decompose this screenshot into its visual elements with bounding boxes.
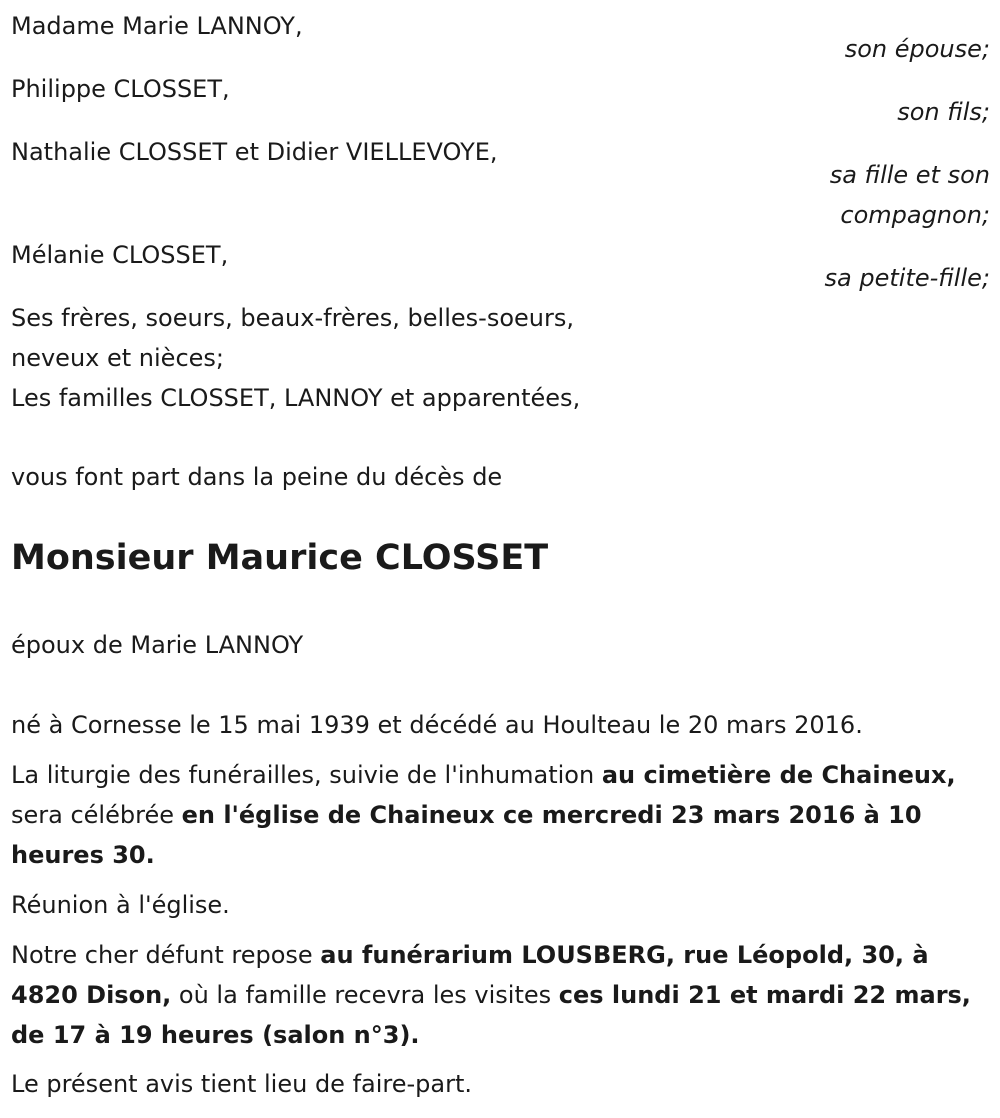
family-member-name: Mélanie CLOSSET, [11, 241, 229, 269]
family-member-name: Philippe CLOSSET, [11, 75, 230, 103]
birth-death-line: né à Cornesse le 15 mai 1939 et décédé au Houlteau le 20 mars 2016. [11, 711, 863, 739]
family-member-name: Madame Marie LANNOY, [11, 12, 303, 40]
meeting-line: Réunion à l'église. [11, 891, 230, 919]
repose-paragraph [11, 935, 971, 1055]
funeral-church-date: en l'église de Chaineux ce mercredi 23 mars 2016 à 10 heures 30. [11, 801, 922, 869]
family-member-relation: compagnon; [840, 201, 990, 229]
funeral-text: La liturgie des funérailles, suivie de l'inhumation [11, 761, 602, 789]
family-member-relation: sa fille et son [829, 161, 990, 189]
family-member-name: Nathalie CLOSSET et Didier VIELLEVOYE, [11, 138, 498, 166]
family-member-relation: son épouse; [844, 35, 990, 63]
funeral-cemetery: au cimetière de Chaineux, [601, 761, 956, 789]
family-member-relation: son fils; [897, 98, 990, 126]
deceased-name: Monsieur Maurice CLOSSET [11, 538, 549, 578]
repose-text: où la famille recevra les visites [171, 981, 559, 1009]
family-member-relation: sa petite-fille; [824, 264, 990, 292]
spouse-line: époux de Marie LANNOY [11, 631, 304, 659]
repose-visit-times: ces lundi 21 et mardi 22 mars, de 17 à 19 heures (salon n°3). [11, 981, 971, 1049]
repose-funeral-home: au funérarium LOUSBERG, rue Léopold, 30, à 4820 Dison, [11, 941, 929, 1009]
notice-line: Le présent avis tient lieu de faire-part. [11, 1070, 473, 1098]
funeral-paragraph [11, 755, 971, 875]
relatives-line: Ses frères, soeurs, beaux-frères, belles-soeurs, [11, 304, 574, 332]
relatives-line: neveux et nièces; [11, 344, 224, 372]
funeral-text: sera célébrée [11, 801, 182, 829]
announcement-text: vous font part dans la peine du décès de [11, 463, 503, 491]
relatives-line: Les familles CLOSSET, LANNOY et apparentées, [11, 384, 581, 412]
repose-text: Notre cher défunt repose [11, 941, 321, 969]
